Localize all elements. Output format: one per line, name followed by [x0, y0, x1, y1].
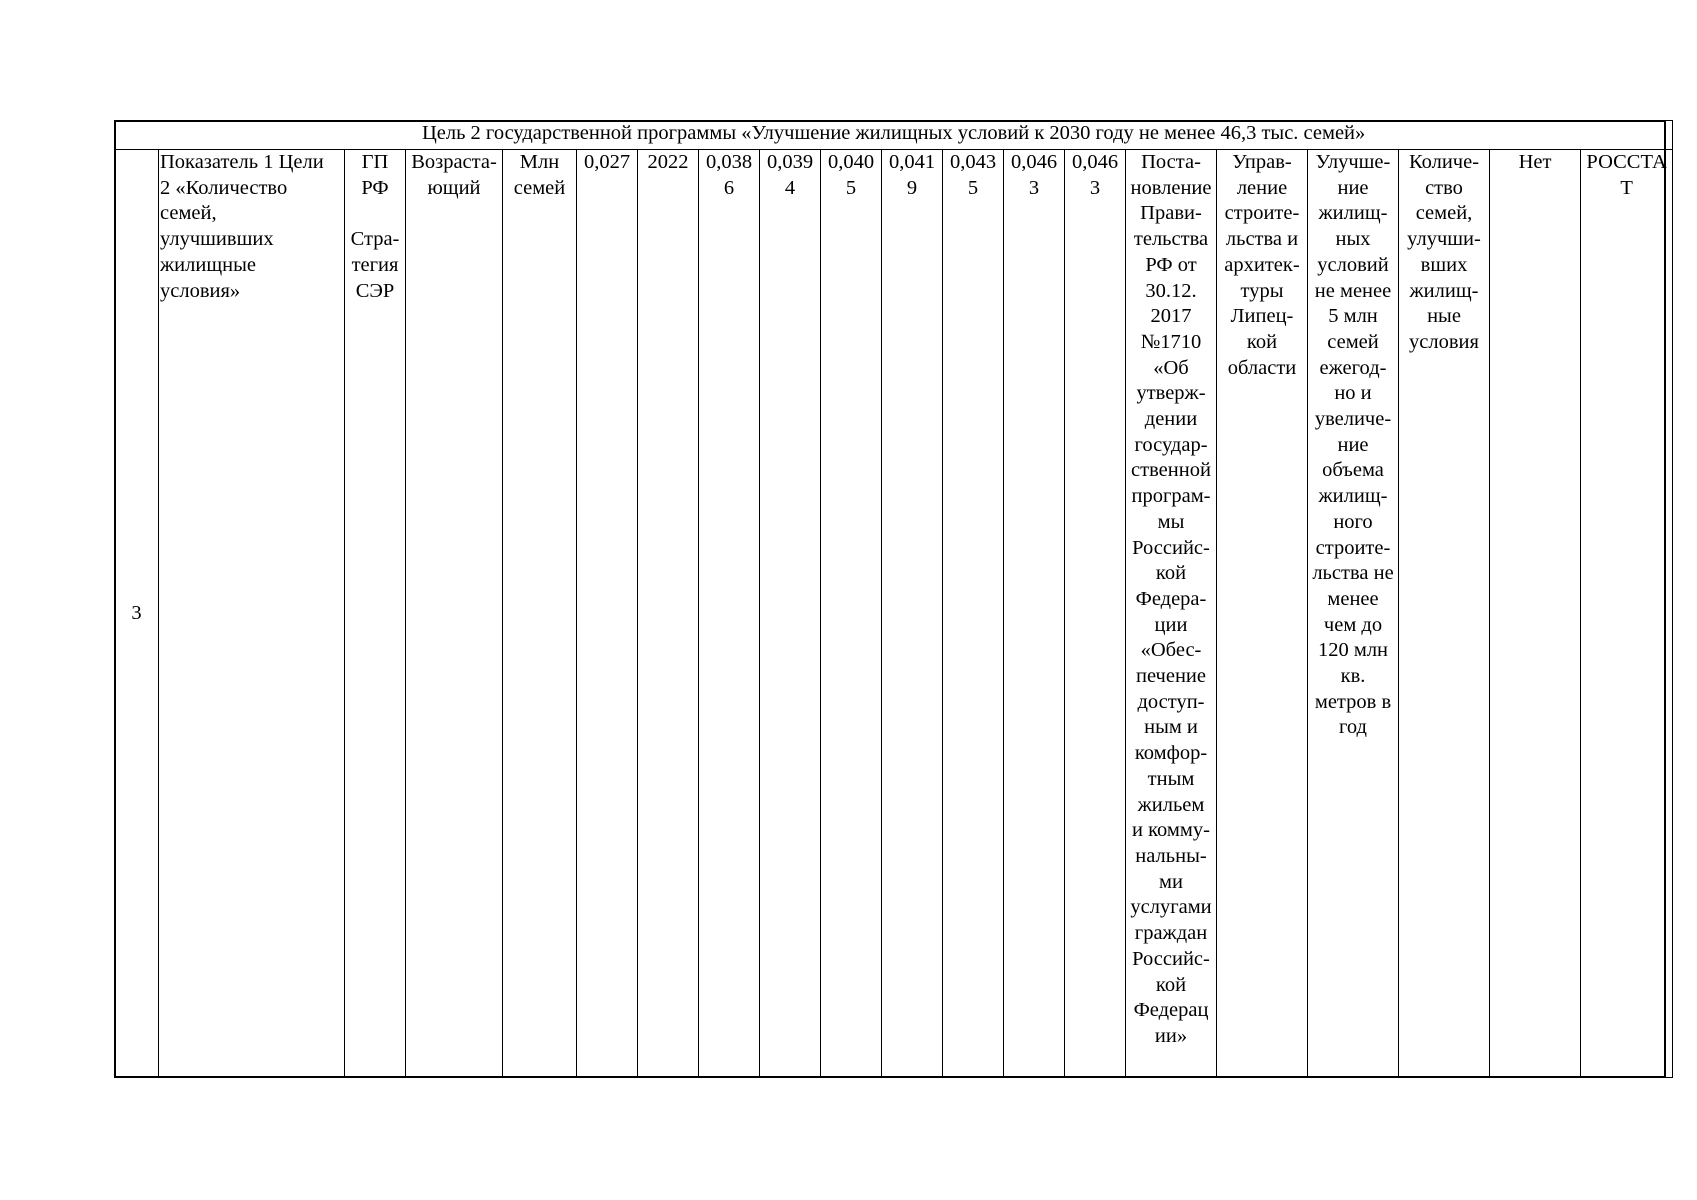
regulatory-document: Поста- новление Прави- тельства РФ от 30.12. 2017 №1710 «Об утверж- дении государ- ственной програм- мы Российс- кой Федера- ции «Обес- печение доступ- ным и комфор- тным жильем и комму- нальны- ми услугами граждан Российс- кой Федерац ии»: [1126, 150, 1217, 1078]
value-year-1: 0,038 6: [699, 150, 760, 1078]
indicators-table: [114, 120, 1673, 1078]
responsible-body: Управ- ление строите- льства и архитек- туры Липец- кой области: [1217, 150, 1308, 1078]
value-year-2: 0,039 4: [760, 150, 821, 1078]
indicator-trend: Возраста- ющий: [406, 150, 503, 1078]
goal-header-row: [115, 121, 1673, 150]
linked-indicator: Количе- ство семей, улучши- вших жилищ- ные условия: [1399, 150, 1490, 1078]
unit-of-measure: Млн семей: [503, 150, 577, 1078]
value-year-3: 0,040 5: [821, 150, 882, 1078]
row-number: 3: [115, 150, 159, 1078]
national-goal: Улучше- ние жилищ- ных условий не менее 5 млн семей ежегод- но и увеличе- ние объема жилищ- ного строите- льства не менее чем до 120 млн кв. метров в год: [1308, 150, 1399, 1078]
base-value: 0,027: [577, 150, 638, 1078]
value-year-6: 0,046 3: [1004, 150, 1065, 1078]
gis-flag: Нет: [1490, 150, 1581, 1078]
indicator-level: ГП РФ Стра- тегия СЭР: [345, 150, 406, 1078]
value-year-5: 0,043 5: [943, 150, 1004, 1078]
table-row: [115, 150, 1673, 1078]
indicator-name: Показатель 1 Цели 2 «Количество семей, улучшивших жилищные условия»: [159, 150, 345, 1078]
data-source: РОССТА Т: [1581, 150, 1673, 1078]
goal-header-text: Цель 2 государственной программы «Улучшение жилищных условий к 2030 году не менее 46,3 тыс. семей»: [421, 122, 1366, 144]
value-year-7: 0,046 3: [1065, 150, 1126, 1078]
base-year: 2022: [638, 150, 699, 1078]
value-year-4: 0,041 9: [882, 150, 943, 1078]
goal-header: [115, 121, 1673, 150]
